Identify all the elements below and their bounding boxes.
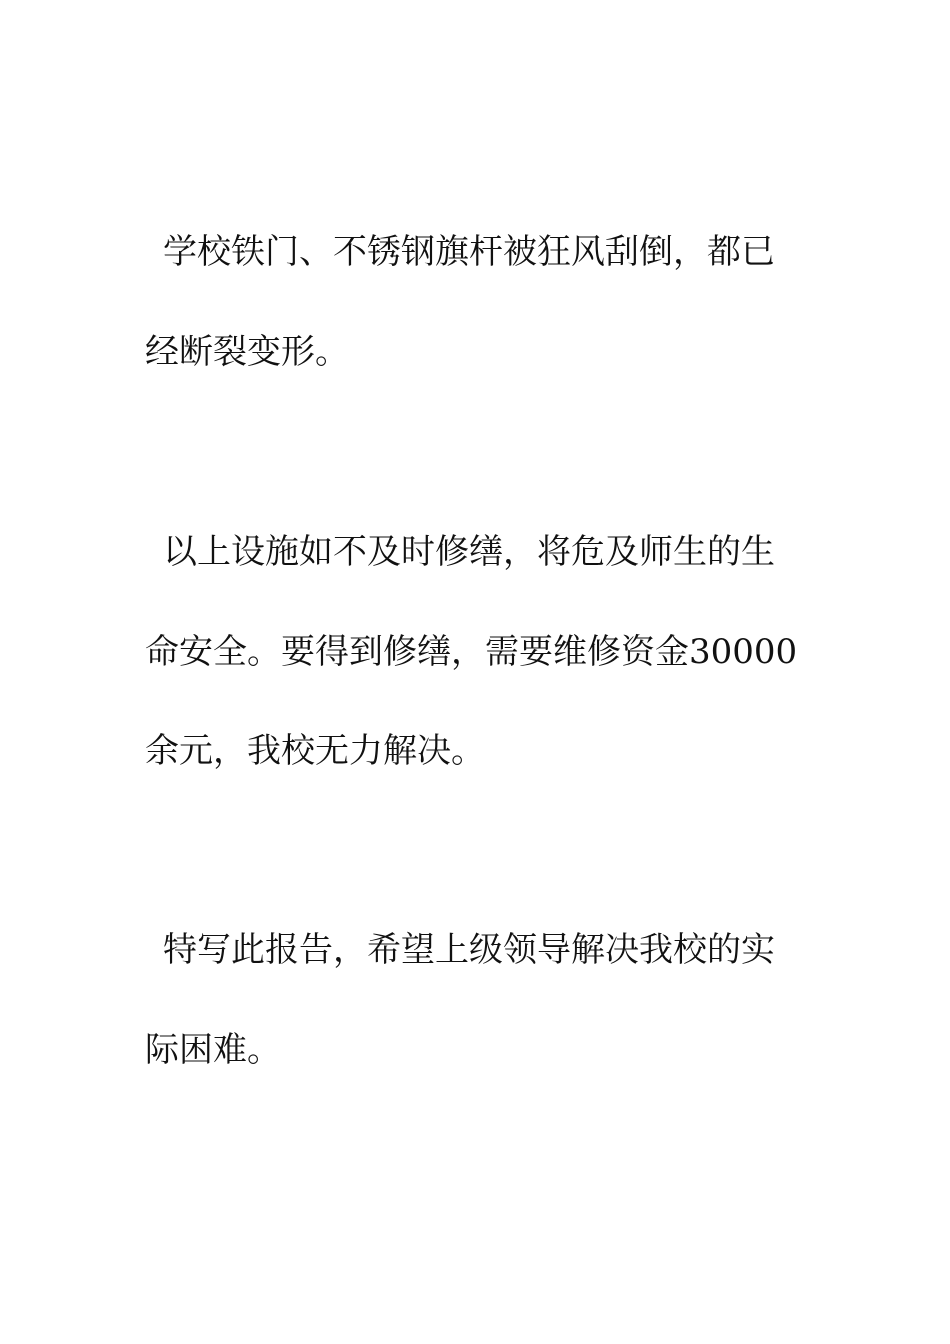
paragraph-2-line-3: 余元，我校无力解决。 <box>145 731 485 771</box>
paragraph-3-line-2: 际困难。 <box>145 1030 281 1070</box>
paragraph-1-line-1: 学校铁门、不锈钢旗杆被狂风刮倒，都已 <box>163 232 775 272</box>
paragraph-3-line-1: 特写此报告，希望上级领导解决我校的实 <box>163 930 775 970</box>
paragraph-2-line-1: 以上设施如不及时修缮，将危及师生的生 <box>163 532 775 572</box>
paragraph-1-line-2: 经断裂变形。 <box>145 332 349 372</box>
paragraph-2-line-2: 命安全。要得到修缮，需要维修资金30000 <box>145 632 798 672</box>
